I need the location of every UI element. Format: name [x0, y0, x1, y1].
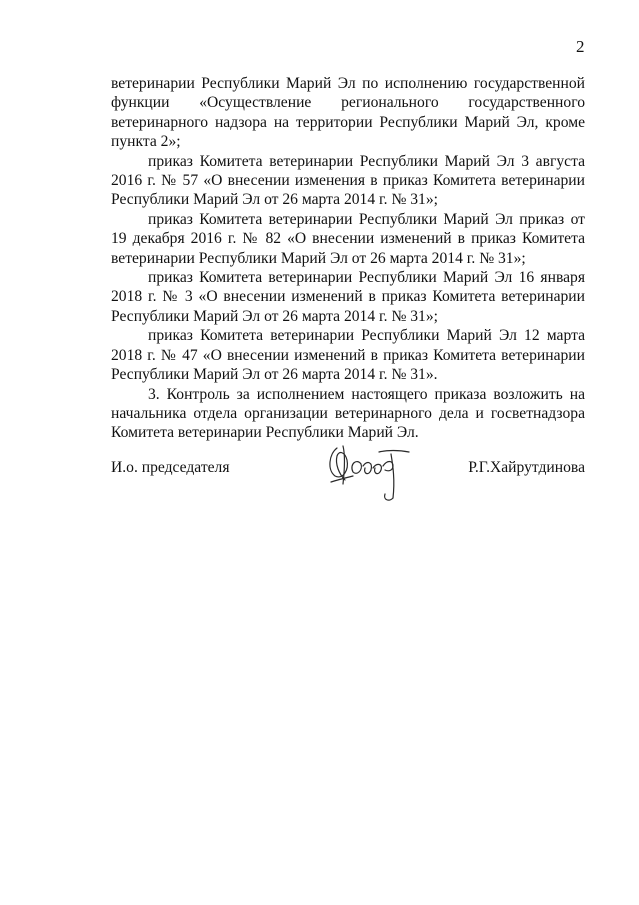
paragraph-function-continuation: ветеринарии Республики Марий Эл по исполнению государственной функции «Осуществление регионального государственного ветеринарного надзора на территории Республики Марий Эл, кроме пункта 2»;: [111, 75, 585, 151]
document-body: [111, 74, 585, 443]
paragraph-order-2016-82: приказ Комитета ветеринарии Республики Марий Эл приказ от 19 декабря 2016 г. № 82 «О внесении изменений в приказ Комитета ветеринарии Республики Марий Эл от 26 марта 2014 г. № 31»;: [111, 210, 585, 267]
paragraph-order-2018-47: приказ Комитета ветеринарии Республики Марий Эл 12 марта 2018 г. № 47 «О внесении изменений в приказ Комитета ветеринарии Республики Марий Эл от 26 марта 2014 г. № 31».: [111, 327, 585, 384]
page-number: 2: [576, 37, 585, 56]
paragraph-control-clause: 3. Контроль за исполнением настоящего приказа возложить на начальника отдела организации ветеринарного дела и госветнадзора Комитета ветеринарии Республики Марий Эл.: [111, 385, 585, 442]
signer-name: Р.Г.Хайрутдинова: [468, 459, 585, 476]
signer-title: И.о. председателя: [111, 459, 230, 476]
handwritten-signature-icon: [323, 440, 423, 508]
paragraph-order-2018-3: приказ Комитета ветеринарии Республики Марий Эл 16 января 2018 г. № 3 «О внесении изменений в приказ Комитета ветеринарии Республики Марий Эл от 26 марта 2014 г. № 31»;: [111, 269, 585, 325]
signature-block: [111, 450, 585, 510]
paragraph-order-2016-57: приказ Комитета ветеринарии Республики Марий Эл 3 августа 2016 г. № 57 «О внесении изменения в приказ Комитета ветеринарии Республики Марий Эл от 26 марта 2014 г. № 31»;: [111, 152, 585, 209]
